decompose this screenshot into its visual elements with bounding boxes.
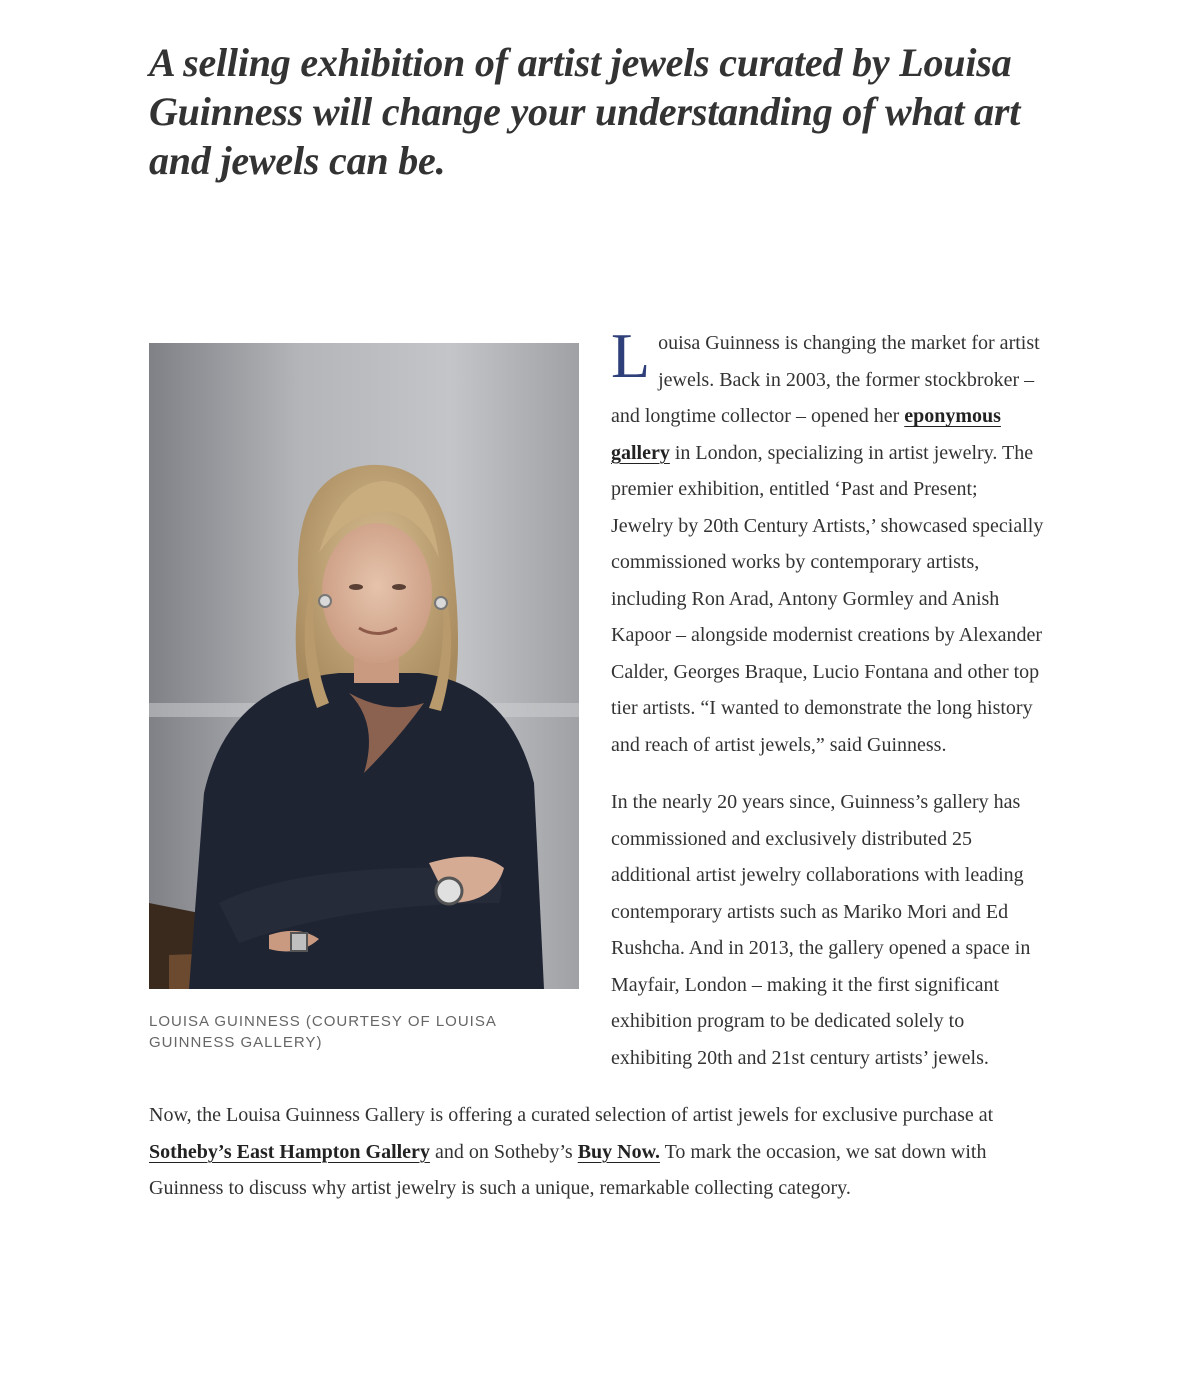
- sothebys-east-hampton-link[interactable]: Sotheby’s East Hampton Gallery: [149, 1140, 430, 1163]
- article-body: [149, 320, 1044, 1207]
- paragraph-1-text-a: ouisa Guinness is changing the market for artist jewels. Back in 2003, the former stockbroker – and longtime collector – opened her: [611, 332, 1040, 427]
- paragraph-1-text-b: in London, specializing in artist jewelry. The premier exhibition, entitled ‘Past and Present; Jewelry by 20th Century Artists,’ showcased specially commissioned works by contemporary artists, including Ron Arad, Antony Gormley and Anish Kapoor – alongside modernist creations by Alexander Calder, Georges Braque, Lucio Fontana and other top tier artists. “I wanted to demonstrate the long history and reach of artist jewels,” said Guinness.: [611, 441, 1044, 756]
- paragraph-3: [149, 1097, 1044, 1207]
- portrait-illustration: [149, 343, 579, 989]
- portrait-figure: [149, 343, 579, 1053]
- paragraph-3-text-b: and on Sotheby’s: [429, 1140, 578, 1163]
- paragraph-2: In the nearly 20 years since, Guinness’s gallery has commissioned and exclusively distributed 25 additional artist jewelry collaborations with leading contemporary artists such as Mariko Mori and Ed Rushcha. And in 2013, the gallery opened a space in Mayfair, London – making it the first significant exhibition program to be dedicated solely to exhibiting 20th and 21st century artists’ jewels.: [611, 791, 1031, 1069]
- article: [149, 0, 1044, 1228]
- portrait-photo: [149, 343, 579, 989]
- buy-now-link[interactable]: Buy Now.: [577, 1140, 660, 1163]
- article-headline: A selling exhibition of artist jewels curated by Louisa Guinness will change your understanding of what art and jewels can be.: [149, 40, 1021, 183]
- portrait-caption: LOUISA GUINNESS (COURTESY OF LOUISA GUINNESS GALLERY): [149, 1013, 497, 1051]
- paragraph-3-text-a: Now, the Louisa Guinness Gallery is offering a curated selection of artist jewels for exclusive purchase at: [149, 1104, 994, 1126]
- paragraph-3-text-c: To mark the occasion, we sat down with Guinness to discuss why artist jewelry is such a unique, remarkable collecting category.: [149, 1140, 987, 1199]
- eponymous-gallery-link[interactable]: eponymous gallery: [611, 405, 1001, 464]
- drop-cap: L: [611, 320, 651, 391]
